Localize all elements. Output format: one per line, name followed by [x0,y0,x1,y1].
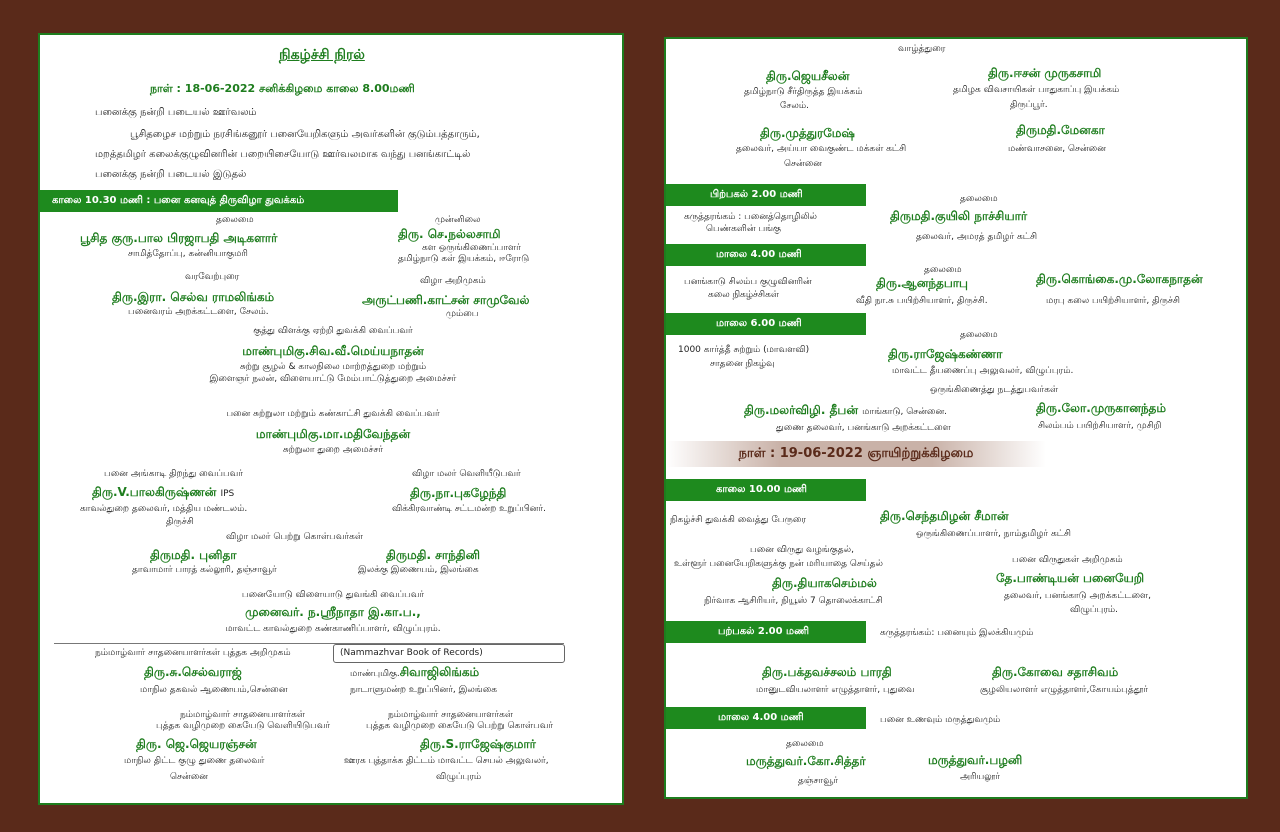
role-label: தலைமை [924,265,962,275]
person-detail: விழுப்புரம் [436,772,482,782]
person-detail: தலைவர், பனங்காடு அறக்கட்டளை, [1004,591,1152,601]
person-detail: துணை தலைவர், பனங்காடு அறக்கட்டளை [776,423,951,433]
person-detail: வீதி நா.சு பயிற்சியாளர், திருச்சி. [856,296,988,306]
person-detail: மண்வாசனை, சென்னை [1008,144,1106,154]
person-detail: சேலம். [780,101,809,111]
person-detail: திருப்பூர். [1010,100,1048,110]
person-detail: இளைஞர் நலன், விளையாட்டு மேம்பாட்டுத்துறை அமைச்சர் [209,374,457,384]
role-label: புத்தக வழிமுறை கையேடு பெற்று கொள்பவர் [366,721,554,731]
person-detail: சென்னை [170,772,208,782]
role-label: புத்தக வழிமுறை கையேடு வெளியிடுபவர் [156,721,331,731]
role-label: முன்னிலை [435,215,481,225]
intro-line: மறத்தமிழர் கலைக்குழுவினரின் பறையிசையோடு ஊர்வலமாக வந்து பனங்காட்டில் [95,149,471,160]
session-topic: பனை உணவும் மருத்துவமும் [880,715,1001,725]
person-detail: சூழலியலாளர் எழுத்தாளர்,கோயம்புத்தூர் [980,685,1148,695]
role-label: விழா அறிமுகம் [420,276,486,286]
person-name: திரு.மலர்விழி. தீபன் மாங்காடு, சென்னை. [744,403,948,417]
person-detail: தலைவர், அமரத் தமிழர் கட்சி [916,232,1037,242]
person-detail: கள ஒருங்கிணைப்பாளர் [422,243,521,253]
role-label: தலைமை [960,330,998,340]
person-detail: ஊரக புத்தாக்க திட்டம் மாவட்ட செயல் அலுவலர், [344,756,549,766]
person-detail: தமிழ்நாடு கள் இயக்கம், ஈரோடு [398,254,530,264]
person-detail: அரியலூர் [960,772,1000,782]
session-topic: பெண்களின் பங்கு [706,224,781,234]
person-name: திரு.S.ராஜேஷ்குமார் [420,737,536,751]
person-name: திரு.V.பாலகிருஷ்ணன் IPS [92,485,235,499]
person-detail: விக்கிரவாண்டி சட்டமன்ற உறுப்பினர். [392,504,546,514]
person-detail: திருச்சி [166,517,194,527]
person-detail: மும்பை [446,309,479,319]
section-label-en: (Nammazhvar Book of Records) [340,648,483,658]
role-label: தலைமை [786,739,824,749]
person-detail: மாநில திட்ட குழு துணை தலைவர் [124,756,265,766]
person-name: மருத்துவர்.கோ.சித்தர் [746,754,866,768]
role-label: ஒருங்கிணைத்து நடத்துபவர்கள் [930,385,1059,395]
person-detail: மாவட்ட தீயணைப்பு அலுவலர், விழுப்புரம். [892,366,1074,376]
person-name: மாண்புமிகு.சிவாஜிலிங்கம் [350,665,480,679]
role-label: பனை விருதுகள் அறிமுகம் [1012,555,1123,565]
role-label: பனை அங்காடி திறந்து வைப்பவர் [104,469,243,479]
role-label: வரவேற்புரை [185,272,240,282]
session-topic: சாதனை நிகழ்வு [710,359,775,369]
person-detail: சுற்று சூழல் & காலநிலை மாற்றத்துறை மற்றும் [239,362,427,372]
page-title: நிகழ்ச்சி நிரல் [279,47,365,63]
time-bar: மாலை 4.00 மணி [666,707,866,729]
person-name: திரு.செந்தமிழன் சீமான் [880,509,1009,523]
person-detail: தமிழ்நாடு சீர்திருத்த இயக்கம் [744,87,863,97]
person-detail: விழுப்புரம். [1070,605,1119,615]
intro-line: பனைக்கு நன்றி படையல் ஊர்வலம் [95,107,257,118]
role-label: பனையோடு விளையாடு துவங்கி வைப்பவர் [241,590,425,600]
person-name: திருமதி.குயிலி நாச்சியார் [890,209,1028,223]
person-detail: பனைவரம் அறக்கட்டளை, சேலம். [128,307,269,317]
person-detail: தலைவர், அய்யா வைகுண்ட மக்கள் கட்சி [736,144,907,154]
role-label: குத்து விளக்கு ஏற்றி துவக்கி வைப்பவர் [253,326,413,336]
person-name: திரு.பக்தவச்சலம் பாரதி [762,665,892,679]
session-topic: பனங்காடு சிலம்ப குழுவினரின் [684,277,812,287]
session-topic: 1000 கார்த்தீ சுற்றும் (மாவளவி) [678,345,810,355]
person-detail: ஒருங்கிணைப்பாளர், நாம்தமிழர் கட்சி [916,529,1071,539]
person-detail: நிர்வாக ஆசிரியர், நியூஸ் 7 தொலைக்காட்சி [704,596,883,606]
person-name: முனைவர். ந.ஸ்ரீநாதா இ.கா.ப., [245,605,421,619]
person-detail: காவல்துறை தலைவர், மத்திய மண்டலம். [80,504,248,514]
time-bar: காலை 10.30 மணி : பனை கனவுத் திருவிழா துவக்கம் [40,190,398,212]
person-name: திரு.சு.செல்வராஜ் [144,665,242,679]
left-page [38,33,624,805]
person-name: திரு.தியாகசெம்மல் [772,576,877,590]
person-name: மாண்புமிகு.மா.மதிவேந்தன் [255,427,411,441]
person-name: திரு. செ.நல்லசாமி [398,227,501,241]
role-label: உள்ளூர் பனையேறிகளுக்கு நன் மரியாதை செய்தல் [674,559,883,569]
date-line: நாள் : 18-06-2022 சனிக்கிழமை காலை 8.00மணி [150,82,415,95]
role-label: பனை சுற்றுலா மற்றும் கண்காட்சி துவக்கி வைப்பவர் [226,409,440,419]
session-topic: கலை நிகழ்ச்சிகள் [708,290,779,300]
person-name: திருமதி. புனிதா [150,548,237,562]
role-label: தலைமை [960,194,998,204]
role-label: நம்மாழ்வார் சாதனையாளர்கள் [388,710,513,720]
person-name: திரு.ஜெயசீலன் [766,69,850,83]
person-name: தே.பாண்டியன் பனையேறி [996,571,1145,585]
person-name: திரு.ஆனந்தபாபு [876,276,968,290]
person-name: திரு.கோவை சதாசிவம் [992,665,1119,679]
person-detail: சிலம்பம் பயிற்சியாளர், முசிறி [1038,421,1162,431]
session-topic: கருத்தரங்கம்: பனையும் இலக்கியமும் [880,628,1034,638]
person-name: அருட்பணி.காட்சன் சாமுவேல் [362,293,530,307]
person-name: திரு.ஈசன் முருகசாமி [988,66,1102,80]
person-detail: மாவட்ட காவல்துறை கண்காணிப்பாளர், விழுப்புரம். [225,624,441,634]
session-topic: கருத்தரங்கம் : பனைத்தொழிலில் [684,212,817,222]
section-label: வாழ்த்துரை [898,44,946,54]
role-label: நம்மாழ்வார் சாதனையாளர்கள் [180,710,305,720]
time-bar: பிற்பகல் 2.00 மணி [666,184,866,206]
person-detail: மரபு கலை பயிற்சியாளர், திருச்சி [1046,296,1180,306]
role-label: விழா மலர் பெற்று கொள்பவர்கள் [226,532,364,542]
person-detail: சென்னை [784,159,822,169]
time-bar: மாலை 4.00 மணி [666,244,866,266]
time-bar: மாலை 6.00 மணி [666,313,866,335]
session-topic: நிகழ்ச்சி துவக்கி வைத்து பேருரை [670,515,807,525]
person-name: திரு.ராஜேஷ்கண்ணா [888,347,1003,361]
intro-line: பூசிதழைச மற்றும் நரசிங்கனூர் பனையேறிகளும் அவர்களின் குடும்பத்தாரும், [130,129,480,140]
person-detail: மானுடவியலாளர் எழுத்தாளர், புதுவை [756,685,915,695]
person-name: திரு.நா.புகழேந்தி [410,486,507,500]
person-name: திரு. ஜெ.ஜெயரஞ்சன் [136,737,257,751]
date-banner: நாள் : 19-06-2022 ஞாயிற்றுக்கிழமை [666,441,1046,467]
person-name: திருமதி.மேனகா [1016,123,1105,137]
person-name: திருமதி. சாந்தினி [386,548,480,562]
role-label: தலைமை [216,215,254,225]
person-detail: தஞ்சாவூர் [798,776,839,786]
person-detail: சாமித்தோப்பு, கன்னியாகுமரி [128,249,248,259]
role-label: பனை விருது வழங்குதல், [750,545,854,555]
person-detail: தமிழக விவசாயிகள் பாதுகாப்பு இயக்கம் [953,85,1120,95]
person-name: திரு.லோ.முருகானந்தம் [1036,401,1167,415]
person-name: திரு.இரா. செல்வ ராமலிங்கம் [112,290,275,304]
person-detail: தாவாமார் பாரத் கல்லூரி, தஞ்சாவூர் [132,565,277,575]
person-name: மாண்புமிகு.சிவ.வீ.மெய்யநாதன் [242,344,424,358]
person-name: பூசித குரு.பால பிரஜாபதி அடிகளார் [80,231,278,245]
time-bar: பற்பகல் 2.00 மணி [666,621,866,643]
time-bar: காலை 10.00 மணி [666,479,866,501]
section-label: நம்மாழ்வார் சாதனையாளர்கள் புத்தக அறிமுகம் [95,648,291,658]
person-detail: நாடாளுமன்ற உறுப்பினர், இலங்கை [350,685,498,695]
person-name: திரு.முத்துரமேஷ் [760,126,855,140]
role-label: விழா மலர் வெளியீடுபவர் [412,469,521,479]
person-detail: மாநில தகவல் ஆணையம்,சென்னை [140,685,288,695]
intro-line: பனைக்கு நன்றி படையல் இடுதல் [95,169,247,180]
person-detail: இலக்கு இணையம், இலங்கை [358,565,479,575]
person-name: திரு.கொங்கை.மு.லோகநாதன் [1036,272,1203,286]
person-detail: சுற்றுலா துறை அமைச்சர் [282,445,384,455]
person-name: மருத்துவர்.பழனி [928,753,1023,767]
right-page [664,37,1248,799]
